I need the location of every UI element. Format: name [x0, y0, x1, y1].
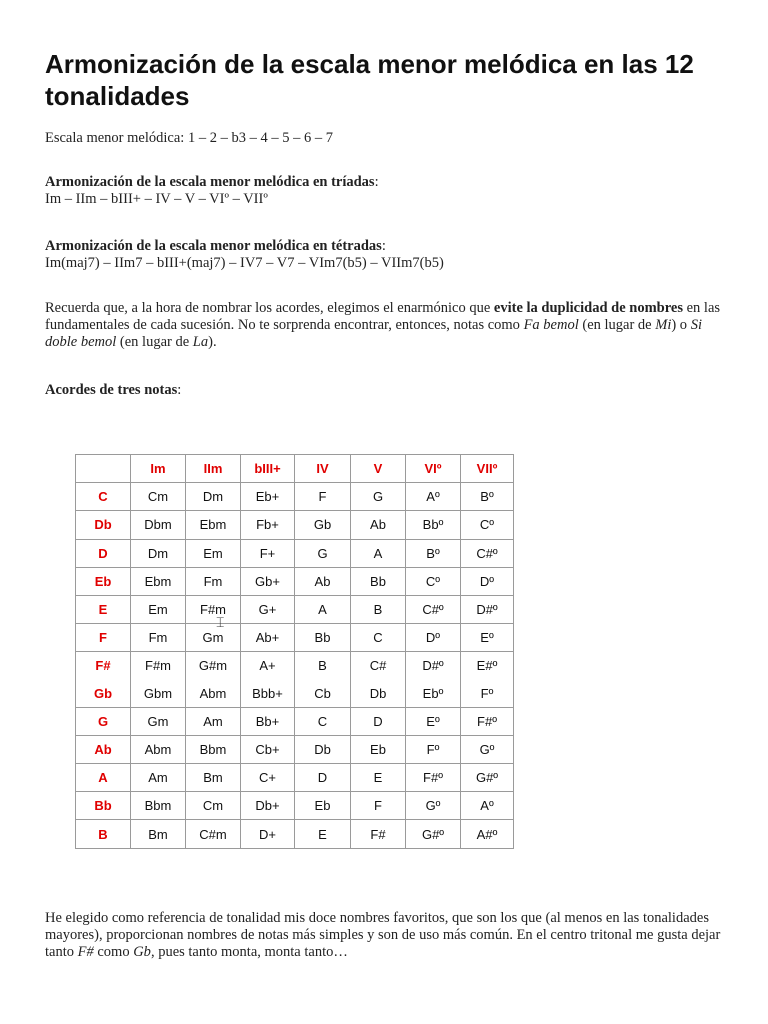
tonality-cell: B: [76, 820, 131, 848]
tetrads-heading: Armonización de la escala menor melódica en tétradas: [45, 238, 382, 254]
chord-cell: E: [295, 820, 351, 848]
chord-cell: A: [295, 595, 351, 623]
table-header-row: [76, 455, 514, 483]
chord-cell: Eº: [406, 707, 461, 735]
table-header-cell: IIm: [186, 455, 241, 483]
note-italic-1: Fa bemol: [523, 317, 579, 333]
chord-cell: Em: [186, 539, 241, 567]
chord-cell: Fº: [461, 680, 514, 708]
closing-paragraph: [45, 910, 725, 961]
chord-cell: Db: [295, 735, 351, 763]
chord-cell: Gm: [186, 624, 241, 652]
chord-cell: Abm: [186, 680, 241, 708]
chord-cell: Eº: [461, 624, 514, 652]
chord-cell: D#º: [406, 652, 461, 680]
chord-cell: A+: [241, 652, 295, 680]
enharmonic-note: [45, 300, 735, 351]
chord-cell: F: [351, 792, 406, 820]
chord-cell: Bº: [406, 539, 461, 567]
tonality-cell: Bb: [76, 792, 131, 820]
chord-cell: Cb+: [241, 735, 295, 763]
chord-cell: C: [295, 707, 351, 735]
chord-cell: Aº: [461, 792, 514, 820]
chord-cell: Ab: [295, 567, 351, 595]
chord-cell: Bm: [186, 764, 241, 792]
chord-cell: G#m: [186, 652, 241, 680]
note-text-6: ).: [208, 334, 217, 350]
chord-cell: Gbm: [131, 680, 186, 708]
chord-cell: Bb+: [241, 707, 295, 735]
chord-cell: Fb+: [241, 511, 295, 539]
chord-cell: G#º: [461, 764, 514, 792]
chord-cell: Dm: [131, 539, 186, 567]
chord-cell: Dº: [461, 567, 514, 595]
chord-cell: Bb: [351, 567, 406, 595]
chord-cell: Fm: [186, 567, 241, 595]
chord-cell: Ebº: [406, 680, 461, 708]
note-italic-3: Si doble bemol: [45, 317, 702, 350]
chord-cell: A#º: [461, 820, 514, 848]
tonality-cell: G: [76, 707, 131, 735]
chord-cell: Gº: [406, 792, 461, 820]
chord-cell: F#: [351, 820, 406, 848]
chord-cell: Cº: [406, 567, 461, 595]
chords-block: [45, 382, 735, 399]
chords-colon: :: [177, 382, 182, 398]
chord-cell: C: [351, 624, 406, 652]
table-row: [76, 652, 514, 680]
closing-italic-2: Gb: [133, 944, 151, 960]
chord-cell: Bm: [131, 820, 186, 848]
table-row: [76, 792, 514, 820]
chord-cell: G+: [241, 595, 295, 623]
scale-formula: 1 – 2 – b3 – 4 – 5 – 6 – 7: [187, 130, 333, 146]
table-row: [76, 539, 514, 567]
chord-cell: D: [351, 707, 406, 735]
chord-cell: Eb: [295, 792, 351, 820]
table-row: [76, 680, 514, 708]
chord-cell: E#º: [461, 652, 514, 680]
chords-heading: Acordes de tres notas: [45, 382, 178, 398]
table-row: [76, 511, 514, 539]
chord-cell: Gb: [295, 511, 351, 539]
scale-label: Escala menor melódica:: [45, 130, 185, 146]
tonality-cell: A: [76, 764, 131, 792]
table-row: [76, 624, 514, 652]
table-header-cell: bIII+: [241, 455, 295, 483]
chord-cell: C#m: [186, 820, 241, 848]
table-header-cell: Im: [131, 455, 186, 483]
note-text-4: ) o: [671, 317, 691, 333]
chord-cell: Db: [351, 680, 406, 708]
chord-cell: Db+: [241, 792, 295, 820]
chord-table: [75, 454, 514, 849]
table-row: [76, 820, 514, 848]
tonality-cell: C: [76, 483, 131, 511]
chord-cell: C#º: [461, 539, 514, 567]
triads-heading: Armonización de la escala menor melódica en tríadas: [45, 174, 375, 190]
closing-text-1: He elegido como referencia de tonalidad mis doce nombres favoritos, que son los que (al menos en las tonalidades mayores), proporcionan nombres de notas más simples y son de uso más común. En el centro tritonal me gusta dejar tanto: [45, 910, 721, 960]
chord-cell: Ebm: [186, 511, 241, 539]
note-italic-4: La: [192, 334, 209, 350]
chord-cell: Cm: [131, 483, 186, 511]
chord-cell: Am: [186, 707, 241, 735]
table-row: [76, 764, 514, 792]
chord-cell: Fm: [131, 624, 186, 652]
chord-cell: D: [295, 764, 351, 792]
chord-cell: C#º: [406, 595, 461, 623]
chord-cell: G: [295, 539, 351, 567]
chord-cell: D+: [241, 820, 295, 848]
chord-cell: Gm: [131, 707, 186, 735]
chord-cell: Ebm: [131, 567, 186, 595]
triads-formula: Im – IIm – bIII+ – IV – V – VIº – VIIº: [45, 191, 268, 207]
chord-cell: Dbm: [131, 511, 186, 539]
chord-cell: Bbb+: [241, 680, 295, 708]
chord-cell: F#º: [461, 707, 514, 735]
chord-cell: Am: [131, 764, 186, 792]
tetrads-block: [45, 238, 735, 272]
chord-cell: Gb+: [241, 567, 295, 595]
chord-cell: E: [351, 764, 406, 792]
table-row: [76, 735, 514, 763]
tonality-cell: F#: [76, 652, 131, 680]
chord-cell: D#º: [461, 595, 514, 623]
tonality-cell: F: [76, 624, 131, 652]
table-header-cell: [76, 455, 131, 483]
chord-cell: C+: [241, 764, 295, 792]
chord-cell: F+: [241, 539, 295, 567]
chord-cell: Eb+: [241, 483, 295, 511]
triads-colon: :: [374, 174, 379, 190]
table-header-cell: V: [351, 455, 406, 483]
chord-cell: B: [351, 595, 406, 623]
chord-cell: Abm: [131, 735, 186, 763]
chord-cell: F#m: [186, 595, 241, 623]
chord-cell: Bb: [295, 624, 351, 652]
note-text-1: Recuerda que, a la hora de nombrar los acordes, elegimos el enarmónico que: [45, 300, 494, 316]
tonality-cell: Gb: [76, 680, 131, 708]
chord-cell: G: [351, 483, 406, 511]
table-row: [76, 595, 514, 623]
tetrads-colon: :: [381, 238, 386, 254]
chord-cell: Bbº: [406, 511, 461, 539]
scale-line: [45, 130, 735, 147]
chord-cell: G#º: [406, 820, 461, 848]
tetrads-formula: Im(maj7) – IIm7 – bIII+(maj7) – IV7 – V7 – VIm7(b5) – VIIm7(b5): [45, 255, 444, 271]
chord-cell: Aº: [406, 483, 461, 511]
table-header-cell: VIIº: [461, 455, 514, 483]
tonality-cell: Ab: [76, 735, 131, 763]
chord-cell: Dº: [406, 624, 461, 652]
chord-cell: F: [295, 483, 351, 511]
table-row: [76, 567, 514, 595]
chord-cell: A: [351, 539, 406, 567]
closing-text-3: , pues tanto monta, monta tanto…: [150, 944, 348, 960]
chord-cell: Dm: [186, 483, 241, 511]
note-text-5: (en lugar de: [116, 334, 193, 350]
closing-text-2: como: [93, 944, 134, 960]
chord-cell: Bbm: [131, 792, 186, 820]
note-italic-2: Mi: [655, 317, 672, 333]
text-cursor-icon: ⌶: [216, 615, 225, 631]
tonality-cell: Eb: [76, 567, 131, 595]
closing-italic-1: F#: [77, 944, 94, 960]
chord-cell: C#: [351, 652, 406, 680]
chord-cell: Eb: [351, 735, 406, 763]
note-bold: evite la duplicidad de nombres: [493, 300, 683, 316]
table-header-cell: VIº: [406, 455, 461, 483]
chord-cell: Bbm: [186, 735, 241, 763]
note-text-2: en las fundamentales de cada sucesión. No te sorprenda encontrar, entonces, notas como: [45, 300, 721, 333]
tonality-cell: Db: [76, 511, 131, 539]
chord-cell: Gº: [461, 735, 514, 763]
tonality-cell: D: [76, 539, 131, 567]
table-row: [76, 483, 514, 511]
page-title: Armonización de la escala menor melódica en las 12 tonalidades: [45, 49, 694, 111]
chord-cell: F#m: [131, 652, 186, 680]
chord-cell: Cº: [461, 511, 514, 539]
chord-cell: Cb: [295, 680, 351, 708]
note-text-3: (en lugar de: [578, 317, 656, 333]
tonality-cell: E: [76, 595, 131, 623]
chord-cell: Ab: [351, 511, 406, 539]
chord-cell: B: [295, 652, 351, 680]
table-row: [76, 707, 514, 735]
table-header-cell: IV: [295, 455, 351, 483]
chord-cell: Em: [131, 595, 186, 623]
chord-cell: Cm: [186, 792, 241, 820]
chord-cell: Bº: [461, 483, 514, 511]
chord-cell: F#º: [406, 764, 461, 792]
chord-cell: Ab+: [241, 624, 295, 652]
triads-block: [45, 174, 735, 208]
chord-cell: Fº: [406, 735, 461, 763]
